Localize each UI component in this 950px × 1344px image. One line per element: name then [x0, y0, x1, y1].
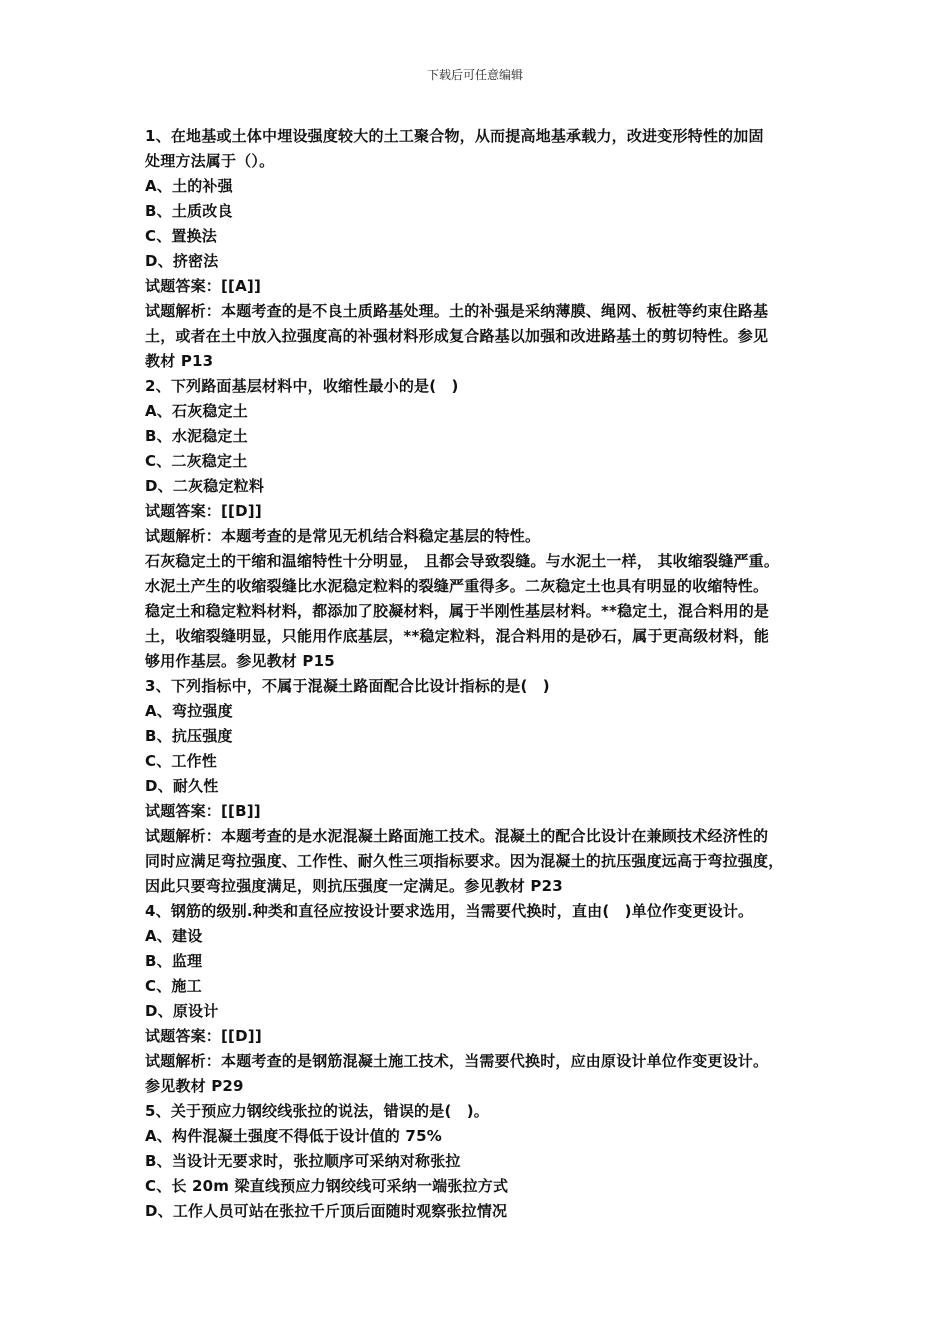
question-2-explanation: 试题解析：本题考查的是常见无机结合料稳定基层的特性。: [145, 527, 541, 545]
question-4-option: C、施工: [145, 977, 202, 995]
question-2-explanation: 够用作基层。参见教材 P15: [145, 652, 335, 670]
question-1-explanation: 试题解析：本题考查的是不良土质路基处理。土的补强是采纳薄膜、绳网、板桩等约束住路基: [145, 302, 769, 320]
question-3-explanation: 试题解析：本题考查的是水泥混凝土路面施工技术。混凝土的配合比设计在兼顾技术经济性的: [145, 827, 769, 845]
question-2-answer: 试题答案：[[D]]: [145, 502, 262, 520]
question-1-stem: 处理方法属于（）。: [145, 152, 275, 170]
question-5-option: A、构件混凝土强度不得低于设计值的 75%: [145, 1127, 442, 1145]
question-4-answer: 试题答案：[[D]]: [145, 1027, 262, 1045]
question-1-explanation: 教材 P13: [145, 352, 214, 370]
question-2-explanation: 稳定土和稳定粒料材料，都添加了胶凝材料，属于半刚性基层材料。**稳定土，混合料用的是: [145, 602, 770, 620]
question-2-explanation: 水泥土产生的收缩裂缝比水泥稳定粒料的裂缝严重得多。二灰稳定土也具有明显的收缩特性。: [145, 577, 769, 595]
question-1-option: B、土质改良: [145, 202, 233, 220]
question-3-explanation: 同时应满足弯拉强度、工作性、耐久性三项指标要求。因为混凝土的抗压强度远高于弯拉强度，: [145, 852, 784, 870]
question-5-option: D、工作人员可站在张拉千斤顶后面随时观察张拉情况: [145, 1202, 508, 1220]
question-2-option: D、二灰稳定粒料: [145, 477, 265, 495]
question-3-option: B、抗压强度: [145, 727, 233, 745]
question-4-explanation: 参见教材 P29: [145, 1077, 244, 1095]
question-4-explanation: 试题解析：本题考查的是钢筋混凝土施工技术，当需要代换时，应由原设计单位作变更设计。: [145, 1052, 769, 1070]
question-3-answer: 试题答案：[[B]]: [145, 802, 261, 820]
question-1-answer: 试题答案：[[A]]: [145, 277, 262, 295]
question-2-stem: 2、下列路面基层材料中，收缩性最小的是( ): [145, 377, 459, 395]
question-5-option: C、长 20m 梁直线预应力钢绞线可采纳一端张拉方式: [145, 1177, 509, 1195]
question-1-stem: 1、在地基或土体中埋设强度较大的土工聚合物，从而提高地基承载力，改进变形特性的加固: [145, 127, 764, 145]
question-3-option: C、工作性: [145, 752, 218, 770]
question-5-option: B、当设计无要求时，张拉顺序可采纳对称张拉: [145, 1152, 461, 1170]
question-3-option: D、耐久性: [145, 777, 219, 795]
question-1-option: D、挤密法: [145, 252, 219, 270]
question-2-explanation: 石灰稳定土的干缩和温缩特性十分明显， 且都会导致裂缝。与水泥土一样， 其收缩裂缝严重。: [145, 552, 780, 570]
question-3-option: A、弯拉强度: [145, 702, 233, 720]
question-4-option: B、监理: [145, 952, 203, 970]
question-3-stem: 3、下列指标中，不属于混凝土路面配合比设计指标的是( ): [145, 677, 550, 695]
question-4-option: D、原设计: [145, 1002, 219, 1020]
question-1-option: A、土的补强: [145, 177, 233, 195]
question-4-option: A、建设: [145, 927, 203, 945]
question-1-explanation: 土，或者在土中放入拉强度高的补强材料形成复合路基以加强和改进路基土的剪切特性。参见: [145, 327, 769, 345]
question-2-explanation: 土，收缩裂缝明显，只能用作底基层，**稳定粒料，混合料用的是砂石，属于更高级材料，能: [145, 627, 770, 645]
document-body: [145, 124, 810, 1224]
question-3-explanation: 因此只要弯拉强度满足，则抗压强度一定满足。参见教材 P23: [145, 877, 563, 895]
question-2-option: C、二灰稳定土: [145, 452, 248, 470]
question-2-option: B、水泥稳定土: [145, 427, 248, 445]
question-2-option: A、石灰稳定土: [145, 402, 249, 420]
page-header: 下载后可任意编辑: [426, 68, 523, 82]
question-4-stem: 4、钢筋的级别.种类和直径应按设计要求选用，当需要代换时，直由( )单位作变更设计。: [145, 902, 754, 920]
question-5-stem: 5、关于预应力钢绞线张拉的说法，错误的是( )。: [145, 1102, 489, 1120]
question-1-option: C、置换法: [145, 227, 218, 245]
